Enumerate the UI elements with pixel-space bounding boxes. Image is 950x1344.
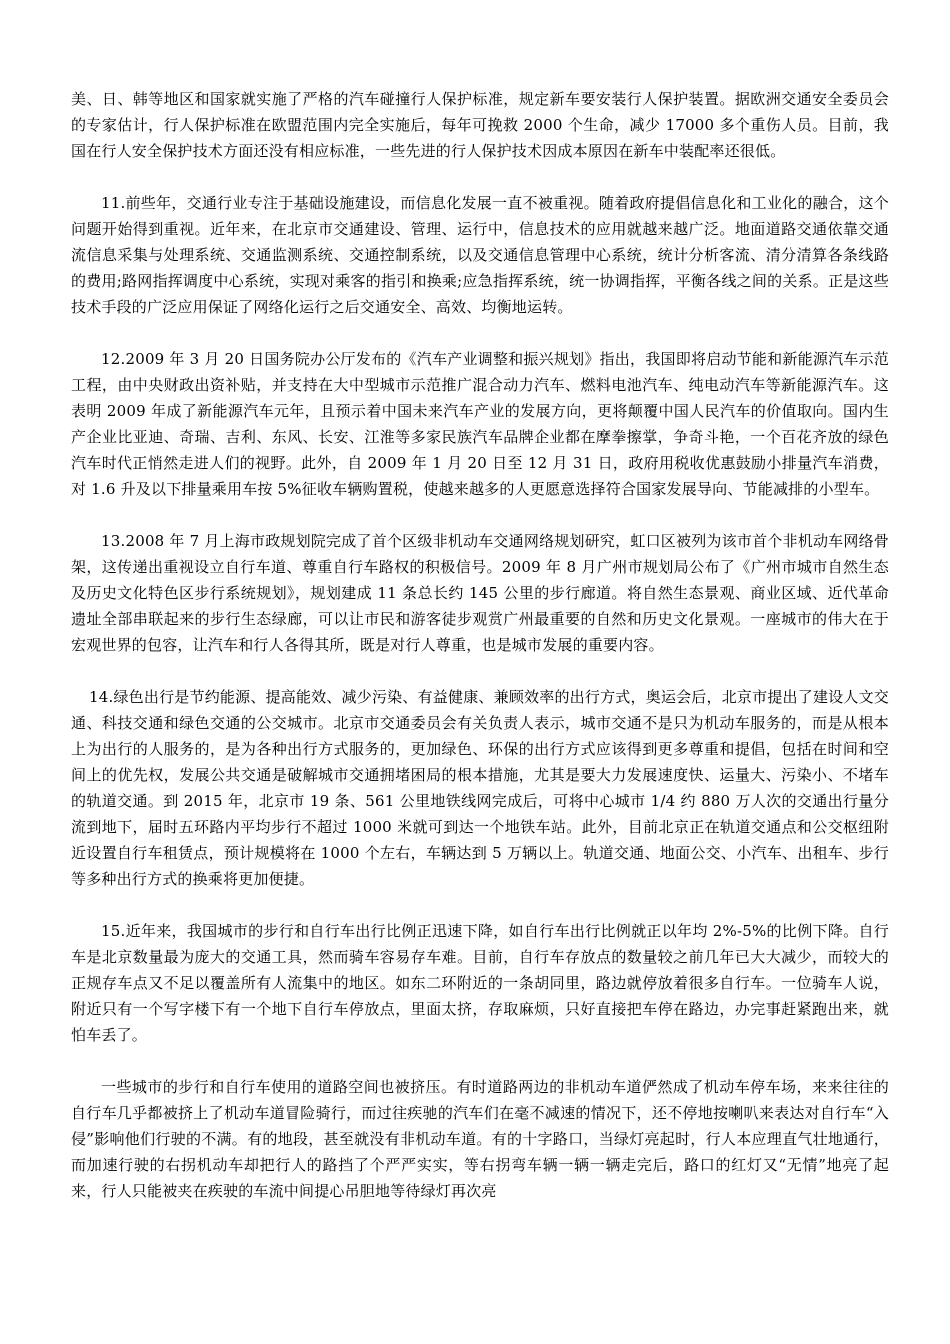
paragraph-gap bbox=[71, 320, 889, 346]
paragraph-gap bbox=[71, 658, 889, 684]
paragraph-11: 11.前些年，交通行业专注于基础设施建设，而信息化发展一直不被重视。随着政府提倡信息化和工业化的融合，这个问题开始得到重视。近年来，在北京市交通建设、管理、运行中，信息技术的应用就越来越广泛。地面道路交通依靠交通流信息采集与处理系统、交通监测系统、交通控制系统，以及交通信息管理中心系统，统计分析客流、清分清算各条线路的费用;路网指挥调度中心系统，实现对乘客的指引和换乘;应急指挥系统，统一协调指挥，平衡各线之间的关系。正是这些技术手段的广泛应用保证了网络化运行之后交通安全、高效、均衡地运转。 bbox=[71, 194, 889, 316]
paragraph-gap bbox=[71, 892, 889, 918]
paragraph-13: 13.2008 年 7 月上海市政规划院完成了首个区级非机动车交通网络规划研究，虹口区被列为该市首个非机动车网络骨架，这传递出重视设立自行车道、尊重自行车路权的积极信号。2009 年 8 月广州市规划局公布了《广州市城市自然生态及历史文化特色区步行系统规划》，规划建成 11 条总长约 145 公里的步行廊道。将自然生态景观、商业区域、近代革命遗址全部串联起来的步行生态绿廊，可以让市民和游客徒步观赏广州最重要的自然和历史文化景观。一座城市的伟大在于宏观世界的包容，让汽车和行人各得其所，既是对行人尊重，也是城市发展的重要内容。 bbox=[71, 532, 889, 654]
paragraph-16: 一些城市的步行和自行车使用的道路空间也被挤压。有时道路两边的非机动车道俨然成了机动车停车场，来来往往的自行车几乎都被挤上了机动车道冒险骑行，而过往疾驰的汽车们在毫不减速的情况下，还不停地按喇叭来表达对自行车“入侵”影响他们行驶的不满。有的地段，甚至就没有非机动车道。有的十字路口，当绿灯亮起时，行人本应理直气壮地通行，而加速行驶的右拐机动车却把行人的路挡了个严严实实，等右拐弯车辆一辆一辆走完后，路口的红灯又“无情”地亮了起来，行人只能被夹在疾驶的车流中间提心吊胆地等待绿灯再次亮 bbox=[71, 1078, 889, 1200]
paragraph-15: 15.近年来，我国城市的步行和自行车出行比例正迅速下降，如自行车出行比例就正以年均 2%-5%的比例下降。自行车是北京数量最为庞大的交通工具，然而骑车容易存车难。目前，自行车存放点的数量较之前几年已大大减少，而较大的正规存车点又不足以覆盖所有人流集中的地区。如东二环附近的一条胡同里，路边就停放着很多自行车。一位骑车人说，附近只有一个写字楼下有一个地下自行车停放点，里面太挤，存取麻烦，只好直接把车停在路边，办完事赶紧跑出来，就怕车丢了。 bbox=[71, 922, 889, 1044]
paragraph-gap bbox=[71, 164, 889, 190]
paragraph-gap bbox=[71, 1048, 889, 1074]
document-page bbox=[71, 86, 889, 1204]
paragraph-14: 14.绿色出行是节约能源、提高能效、减少污染、有益健康、兼顾效率的出行方式，奥运会后，北京市提出了建设人文交通、科技交通和绿色交通的公交城市。北京市交通委员会有关负责人表示，城市交通不是只为机动车服务的，而是从根本上为出行的人服务的，是为各种出行方式服务的，更加绿色、环保的出行方式应该得到更多尊重和提倡，包括在时间和空间上的优先权，发展公共交通是破解城市交通拥堵困局的根本措施，尤其是要大力发展速度快、运量大、污染小、不堵车的轨道交通。到 2015 年，北京市 19 条、561 公里地铁线网完成后，可将中心城市 1/4 约 880 万人次的交通出行量分流到地下，届时五环路内平均步行不超过 1000 米就可到达一个地铁车站。此外，目前北京正在轨道交通点和公交枢纽附近设置自行车租赁点，预计规模将在 1000 个左右，车辆达到 5 万辆以上。轨道交通、地面公交、小汽车、出租车、步行等多种出行方式的换乘将更加便捷。 bbox=[71, 688, 889, 888]
paragraph-intro: 美、日、韩等地区和国家就实施了严格的汽车碰撞行人保护标准，规定新车要安装行人保护装置。据欧洲交通安全委员会的专家估计，行人保护标准在欧盟范围内完全实施后，每年可挽救 2000 个生命，减少 17000 多个重伤人员。目前，我国在行人安全保护技术方面还没有相应标准，一些先进的行人保护技术因成本原因在新车中装配率还很低。 bbox=[71, 90, 889, 160]
paragraph-gap bbox=[71, 502, 889, 528]
paragraph-12: 12.2009 年 3 月 20 日国务院办公厅发布的《汽车产业调整和振兴规划》指出，我国即将启动节能和新能源汽车示范工程，由中央财政出资补贴，并支持在大中型城市示范推广混合动力汽车、燃料电池汽车、纯电动汽车等新能源汽车。这表明 2009 年成了新能源汽车元年，且预示着中国未来汽车产业的发展方向，更将颠覆中国人民汽车的价值取向。国内生产企业比亚迪、奇瑞、吉利、东风、长安、江淮等多家民族汽车品牌企业都在摩拳擦掌，争奇斗艳，一个百花齐放的绿色汽车时代正悄然走进人们的视野。此外，自 2009 年 1 月 20 日至 12 月 31 日，政府用税收优惠鼓励小排量汽车消费，对 1.6 升及以下排量乘用车按 5%征收车辆购置税，使越来越多的人更愿意选择符合国家发展导向、节能减排的小型车。 bbox=[71, 350, 889, 498]
